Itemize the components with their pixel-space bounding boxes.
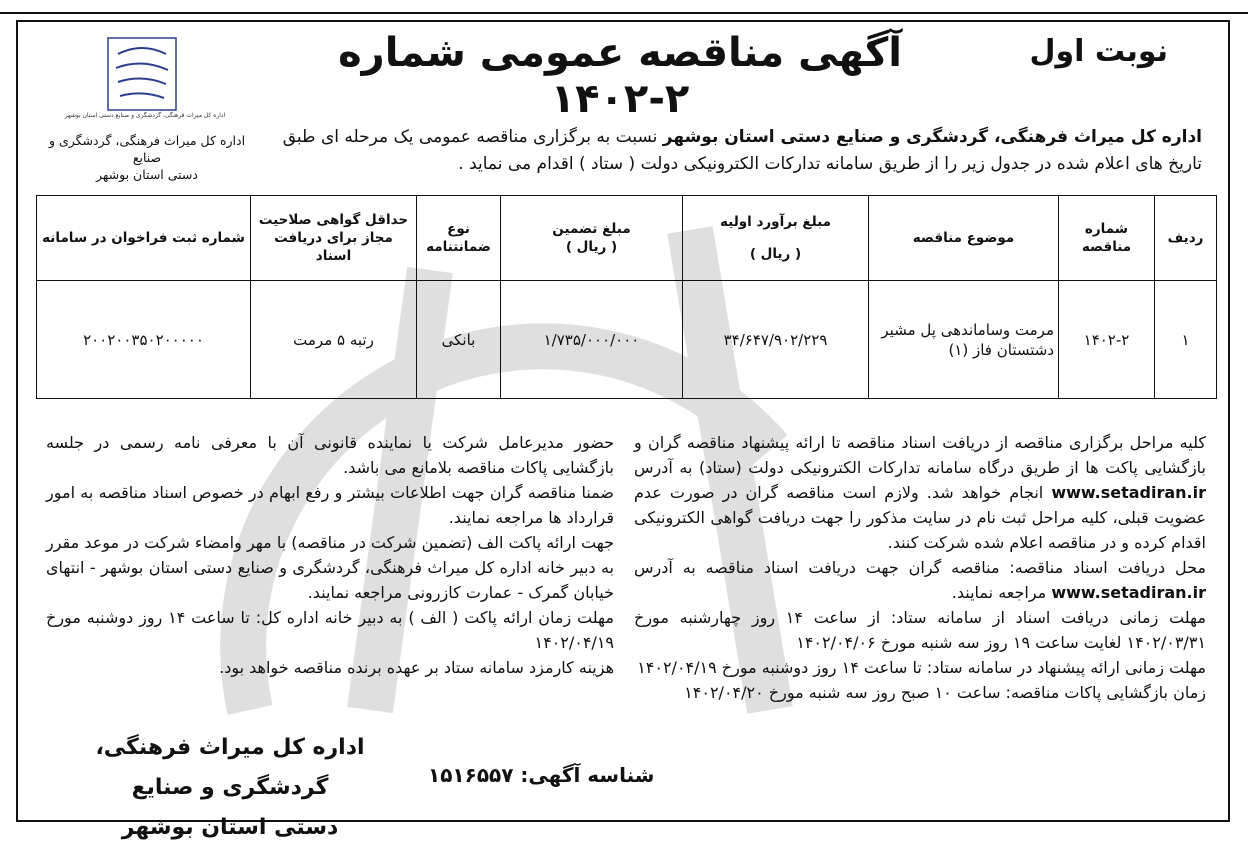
- cell-sabt: ۲۰۰۲۰۰۳۵۰۲۰۰۰۰۰: [37, 281, 251, 399]
- table-header-row: [37, 196, 1217, 281]
- left-p5: هزینه کارمزد سامانه ستاد بر عهده برنده مناقصه خواهد بود.: [219, 658, 614, 677]
- right-p3: مهلت زمانی دریافت اسناد از سامانه ستاد: از ساعت ۱۴ روز چهارشنبه مورخ ۱۴۰۲/۰۳/۳۱ لغایت ساعت ۱۹ روز سه شنبه مورخ ۱۴۰۲/۰۴/۰۶: [634, 608, 1207, 652]
- right-p1-b: انجام خواهد شد. ولازم است مناقصه گران در صورت عدم عضویت قبلی، کلیه مراحل ثبت نام در سایت مذکور را جهت دریافت گواهی الکترونیکی اقدام کرده و در مناقصه اعلام شده شرکت کنند.: [634, 483, 1206, 552]
- header-baravord-unit: ( ریال ): [749, 246, 802, 262]
- signature-block: [40, 728, 420, 848]
- setad-link-2[interactable]: www.setadiran.ir: [1051, 583, 1206, 602]
- signature-line1: اداره کل میراث فرهنگی، گردشگری و صنایع: [95, 735, 365, 800]
- cell-tazmin: ۱/۷۳۵/۰۰۰/۰۰۰: [501, 281, 683, 399]
- ministry-logo: [84, 34, 200, 114]
- signature-line2: دستی استان بوشهر: [121, 815, 339, 840]
- org-name-line1: اداره کل میراث فرهنگی، گردشگری و صنایع: [48, 133, 246, 165]
- right-p1-a: کلیه مراحل برگزاری مناقصه از دریافت اسناد مناقصه تا ارائه پیشنهاد مناقصه گران و بازگشایی پاکت ها از طریق درگاه سامانه تدارکات الکترونیکی دولت (ستاد) به آدرس: [634, 433, 1206, 477]
- header-radif: ردیف: [1155, 196, 1217, 281]
- right-p1: [634, 430, 1206, 555]
- table-row: [37, 281, 1217, 399]
- header-tazmin-unit: ( ریال ): [565, 239, 618, 255]
- nobat-label: نوبت اول: [1029, 34, 1168, 69]
- right-column: [634, 430, 1206, 705]
- intro-text: نسبت به برگزاری مناقصه عمومی یک مرحله ای طبق تاریخ های اعلام شده در جدول زیر را از طریق سامانه تدارکات الکترونیکی دولت ( ستاد ) اقدام می نماید .: [282, 127, 1202, 174]
- header-shomare: شماره مناقصه: [1059, 196, 1155, 281]
- cell-salahiat: رتبه ۵ مرمت: [251, 281, 417, 399]
- cell-noe: بانکی: [417, 281, 501, 399]
- header-noe: نوع ضمانتنامه: [417, 196, 501, 281]
- right-p4: مهلت زمانی ارائه پیشنهاد در سامانه ستاد: تا ساعت ۱۴ روز دوشنبه مورخ ۱۴۰۲/۰۴/۱۹: [637, 658, 1206, 677]
- page-title: آگهی مناقصه عمومی شماره ۲-۱۴۰۲: [338, 30, 902, 122]
- cell-radif: ۱: [1155, 281, 1217, 399]
- logo-caption: اداره کل میراث فرهنگی، گردشگری و صنایع دستی استان بوشهر: [64, 112, 226, 119]
- header-baravord-label: مبلغ برآورد اولیه: [720, 214, 831, 230]
- intro-paragraph: [282, 124, 1202, 178]
- header-salahiat: حداقل گواهی صلاحیت مجاز برای دریافت اسناد: [251, 196, 417, 281]
- top-border: [0, 0, 1248, 14]
- org-name-line2: دستی استان بوشهر: [96, 167, 198, 182]
- right-p2-a: محل دریافت اسناد مناقصه: مناقصه گران جهت دریافت اسناد مناقصه به آدرس: [634, 558, 1206, 577]
- left-column: [46, 430, 614, 680]
- cell-baravord: ۳۴/۶۴۷/۹۰۲/۲۲۹: [683, 281, 869, 399]
- left-p3: جهت ارائه پاکت الف (تضمین شرکت در مناقصه) با مهر وامضاء شرکت در موعد مقرر به دبیر خانه اداره کل میراث فرهنگی، گردشگری و صنایع دستی استان بوشهر - انتهای خیابان گمرک - عمارت کازرونی مراجعه نمایند.: [46, 533, 614, 602]
- header-mozu: موضوع مناقصه: [869, 196, 1059, 281]
- intro-org: اداره کل میراث فرهنگی، گردشگری و صنایع دستی استان بوشهر: [662, 127, 1202, 147]
- left-p1: حضور مدیرعامل شرکت یا نماینده قانونی آن با معرفی نامه رسمی در جلسه بازگشایی پاکات مناقصه بلامانع می باشد.: [46, 433, 614, 477]
- header-sabt: شماره ثبت فراخوان در سامانه: [37, 196, 251, 281]
- cell-shomare: ۱۴۰۲-۲: [1059, 281, 1155, 399]
- cell-mozu: مرمت وساماندهی پل مشیر دشتستان فاز (۱): [869, 281, 1059, 399]
- setad-link-1[interactable]: www.setadiran.ir: [1051, 483, 1206, 502]
- header-tazmin: [501, 196, 683, 281]
- notice-id: شناسه آگهی: ۱۵۱۶۵۵۷: [428, 763, 655, 787]
- tender-table: [36, 195, 1217, 399]
- org-name-left: [40, 132, 254, 183]
- right-p5: زمان بازگشایی پاکات مناقصه: ساعت ۱۰ صبح روز سه شنبه مورخ ۱۴۰۲/۰۴/۲۰: [684, 683, 1206, 702]
- left-p4: مهلت زمان ارائه پاکت ( الف ) به دبیر خانه اداره کل: تا ساعت ۱۴ روز دوشنبه مورخ ۱۴۰۲/۰۴/۱۹: [46, 608, 614, 652]
- left-p2: ضمنا مناقصه گران جهت اطلاعات بیشتر و رفع ابهام در خصوص اسناد مناقصه به امور قرارداد ها مراجعه نمایند.: [46, 483, 614, 527]
- right-p2-b: مراجعه نمایند.: [951, 583, 1052, 602]
- header-baravord: [683, 196, 869, 281]
- right-p2: [634, 555, 1206, 605]
- header-tazmin-label: مبلغ تضمین: [552, 221, 631, 237]
